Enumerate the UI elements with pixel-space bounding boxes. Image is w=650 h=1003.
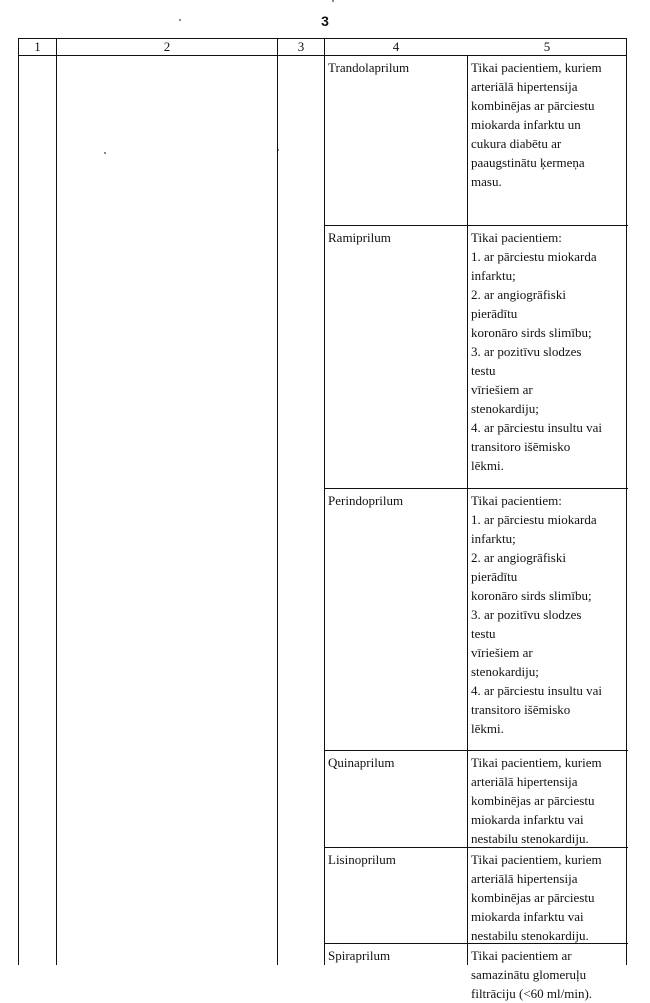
- medicine-name: Quinaprilum: [328, 755, 395, 770]
- column-divider: [277, 39, 278, 965]
- table-row: [325, 944, 628, 1001]
- condition-text: Tikai pacientiem: 1. ar pārciestu miokarda infarktu; 2. ar angiogrāfiski pierādītu koronāro sirds slimību; 3. ar pozitīvu slodzes testu vīriešiem ar stenokardiju; 4. ar pārciestu insultu vai transitoro išēmisko lēkmi.: [471, 230, 603, 473]
- condition-text: Tikai pacientiem, kuriem arteriālā hipertensija kombinējas ar pārciestu miokarda infarktu vai nestabilu stenokardiju.: [471, 852, 602, 943]
- column-divider: [56, 39, 57, 965]
- table-row: [325, 489, 628, 751]
- scan-speck: [332, 0, 334, 2]
- condition-text: Tikai pacientiem, kuriem arteriālā hipertensija kombinējas ar pārciestu miokarda infarktu vai nestabilu stenokardiju.: [471, 755, 602, 846]
- medicine-name: Perindoprilum: [328, 493, 404, 508]
- condition-text: Tikai pacientiem ar samazinātu glomeruļu filtrāciju (<60 ml/min).: [471, 948, 593, 1001]
- condition-text: Tikai pacientiem: 1. ar pārciestu miokarda infarktu; 2. ar angiogrāfiski pierādītu koronāro sirds slimību; 3. ar pozitīvu slodzes testu vīriešiem ar stenokardiju; 4. ar pārciestu insultu vai transitoro išēmisko lēkmi.: [471, 493, 603, 736]
- table-row: [325, 226, 628, 489]
- table-row: [325, 848, 628, 944]
- page-number: 3: [321, 13, 329, 29]
- medicine-name: Lisinoprilum: [328, 852, 396, 867]
- medicine-name: Spiraprilum: [328, 948, 391, 963]
- scan-speck: [179, 19, 181, 21]
- medicine-name: Ramiprilum: [328, 230, 391, 245]
- column-header: 5: [543, 39, 551, 54]
- table-header-row: [19, 39, 626, 56]
- column-header: 2: [163, 39, 171, 54]
- medicine-table: [18, 38, 627, 1001]
- table-row: [325, 751, 628, 848]
- column-header: 3: [297, 39, 305, 54]
- column-header: 4: [392, 39, 400, 54]
- medicine-name: Trandolaprilum: [328, 60, 410, 75]
- column-header: 1: [34, 39, 41, 54]
- table-row: [325, 56, 628, 226]
- condition-text: Tikai pacientiem, kuriem arteriālā hipertensija kombinējas ar pārciestu miokarda infarktu un cukura diabētu ar paaugstinātu ķermeņa masu.: [471, 60, 602, 189]
